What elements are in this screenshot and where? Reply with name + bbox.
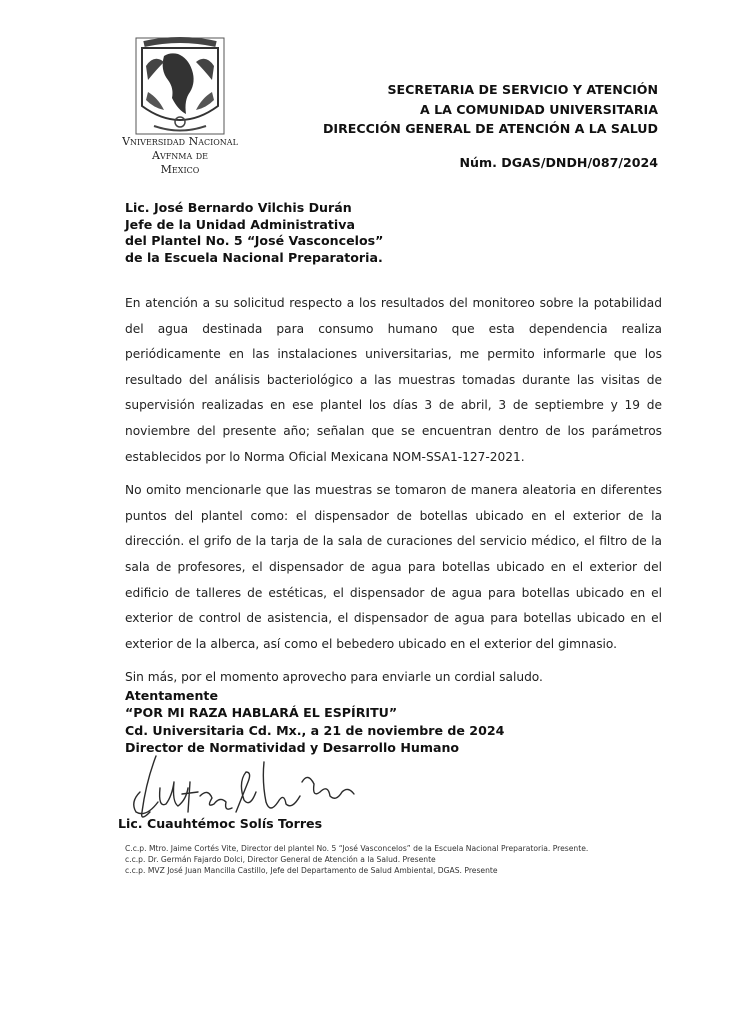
office-header [323,80,658,139]
addressee-name: Lic. José Bernardo Vilchis Durán [125,200,352,215]
closing-place-date: Cd. Universitaria Cd. Mx., a 21 de noviembre de 2024 [125,722,505,738]
addressee-school: de la Escuela Nacional Preparatoria. [125,249,383,265]
closing-position: Director de Normatividad y Desarrollo Humano [125,739,460,755]
ccp-line-1: C.c.p. Mtro. Jaime Cortés Vite, Director del plantel No. 5 “José Vasconcelos” de la Escuela Nacional Preparatoria. Presente. [125,844,589,853]
university-name-line: Vniversidad Nacional [122,135,238,148]
document-number: Núm. DGAS/DNDH/087/2024 [459,155,658,170]
ccp-line-3: c.c.p. MVZ José Juan Mancilla Castillo, Jefe del Departamento de Salud Ambiental, DGAS. Presente [125,866,498,876]
closing-block [125,687,504,756]
letter-body [125,291,662,699]
body-paragraph-1: En atención a su solicitud respecto a los resultados del monitoreo sobre la potabilidad del agua destinada para consumo humano que esta dependencia realiza periódicamente en las instalaciones universitarias, me permito informarle que los resultado del análisis bacteriológico a las muestras tomadas durante las visitas de supervisión realizadas en ese plantel los días 3 de abril, 3 de septiembre y 19 de noviembre del presente año; señalan que se encuentran dentro de los parámetros establecidos por lo Norma Oficial Mexicana NOM-SSA1-127-2021. [125,296,662,464]
signer-name: Lic. Cuauhtémoc Solís Torres [118,816,323,831]
header-line-2: A LA COMUNIDAD UNIVERSITARIA [419,101,658,117]
closing-motto: “POR MI RAZA HABLARÁ EL ESPÍRITU” [125,705,398,721]
ccp-line-2: c.c.p. Dr. Germán Fajardo Dolci, Director General de Atención a la Salud. Presente [125,855,436,865]
carbon-copies [125,843,685,877]
university-name [110,135,250,177]
university-name-line: Mexico [160,163,200,176]
handwritten-signature-icon [116,752,366,824]
addressee-block [125,200,383,266]
header-line-1: SECRETARIA DE SERVICIO Y ATENCIÓN [387,82,658,97]
closing-salutation: Atentamente [125,688,218,703]
unam-seal-icon [134,36,226,136]
addressee-unit: del Plantel No. 5 “José Vasconcelos” [125,233,384,249]
header-line-3: DIRECCIÓN GENERAL DE ATENCIÓN A LA SALUD [322,121,658,136]
body-paragraph-2: No omito mencionarle que las muestras se tomaron de manera aleatoria en diferentes puntos del plantel como: el dispensador de botellas ubicado en el exterior de la dirección. el grifo de la tarja de la sala de curaciones del servicio médico, el filtro de la sala de profesores, el dispensador de agua para botellas ubicado en el exterior del edificio de talleres de estéticas, el dispensador de agua para botellas ubicado en el exterior de control de asistencia, el dispensador de agua para botellas ubicado en el exterior de la alberca, así como el bebedero ubicado en el exterior del gimnasio. [125,483,662,651]
university-name-line: Avfnma de [152,149,208,162]
body-paragraph-3: Sin más, por el momento aprovecho para enviarle un cordial saludo. [125,670,543,685]
addressee-title: Jefe de la Unidad Administrativa [125,216,355,232]
